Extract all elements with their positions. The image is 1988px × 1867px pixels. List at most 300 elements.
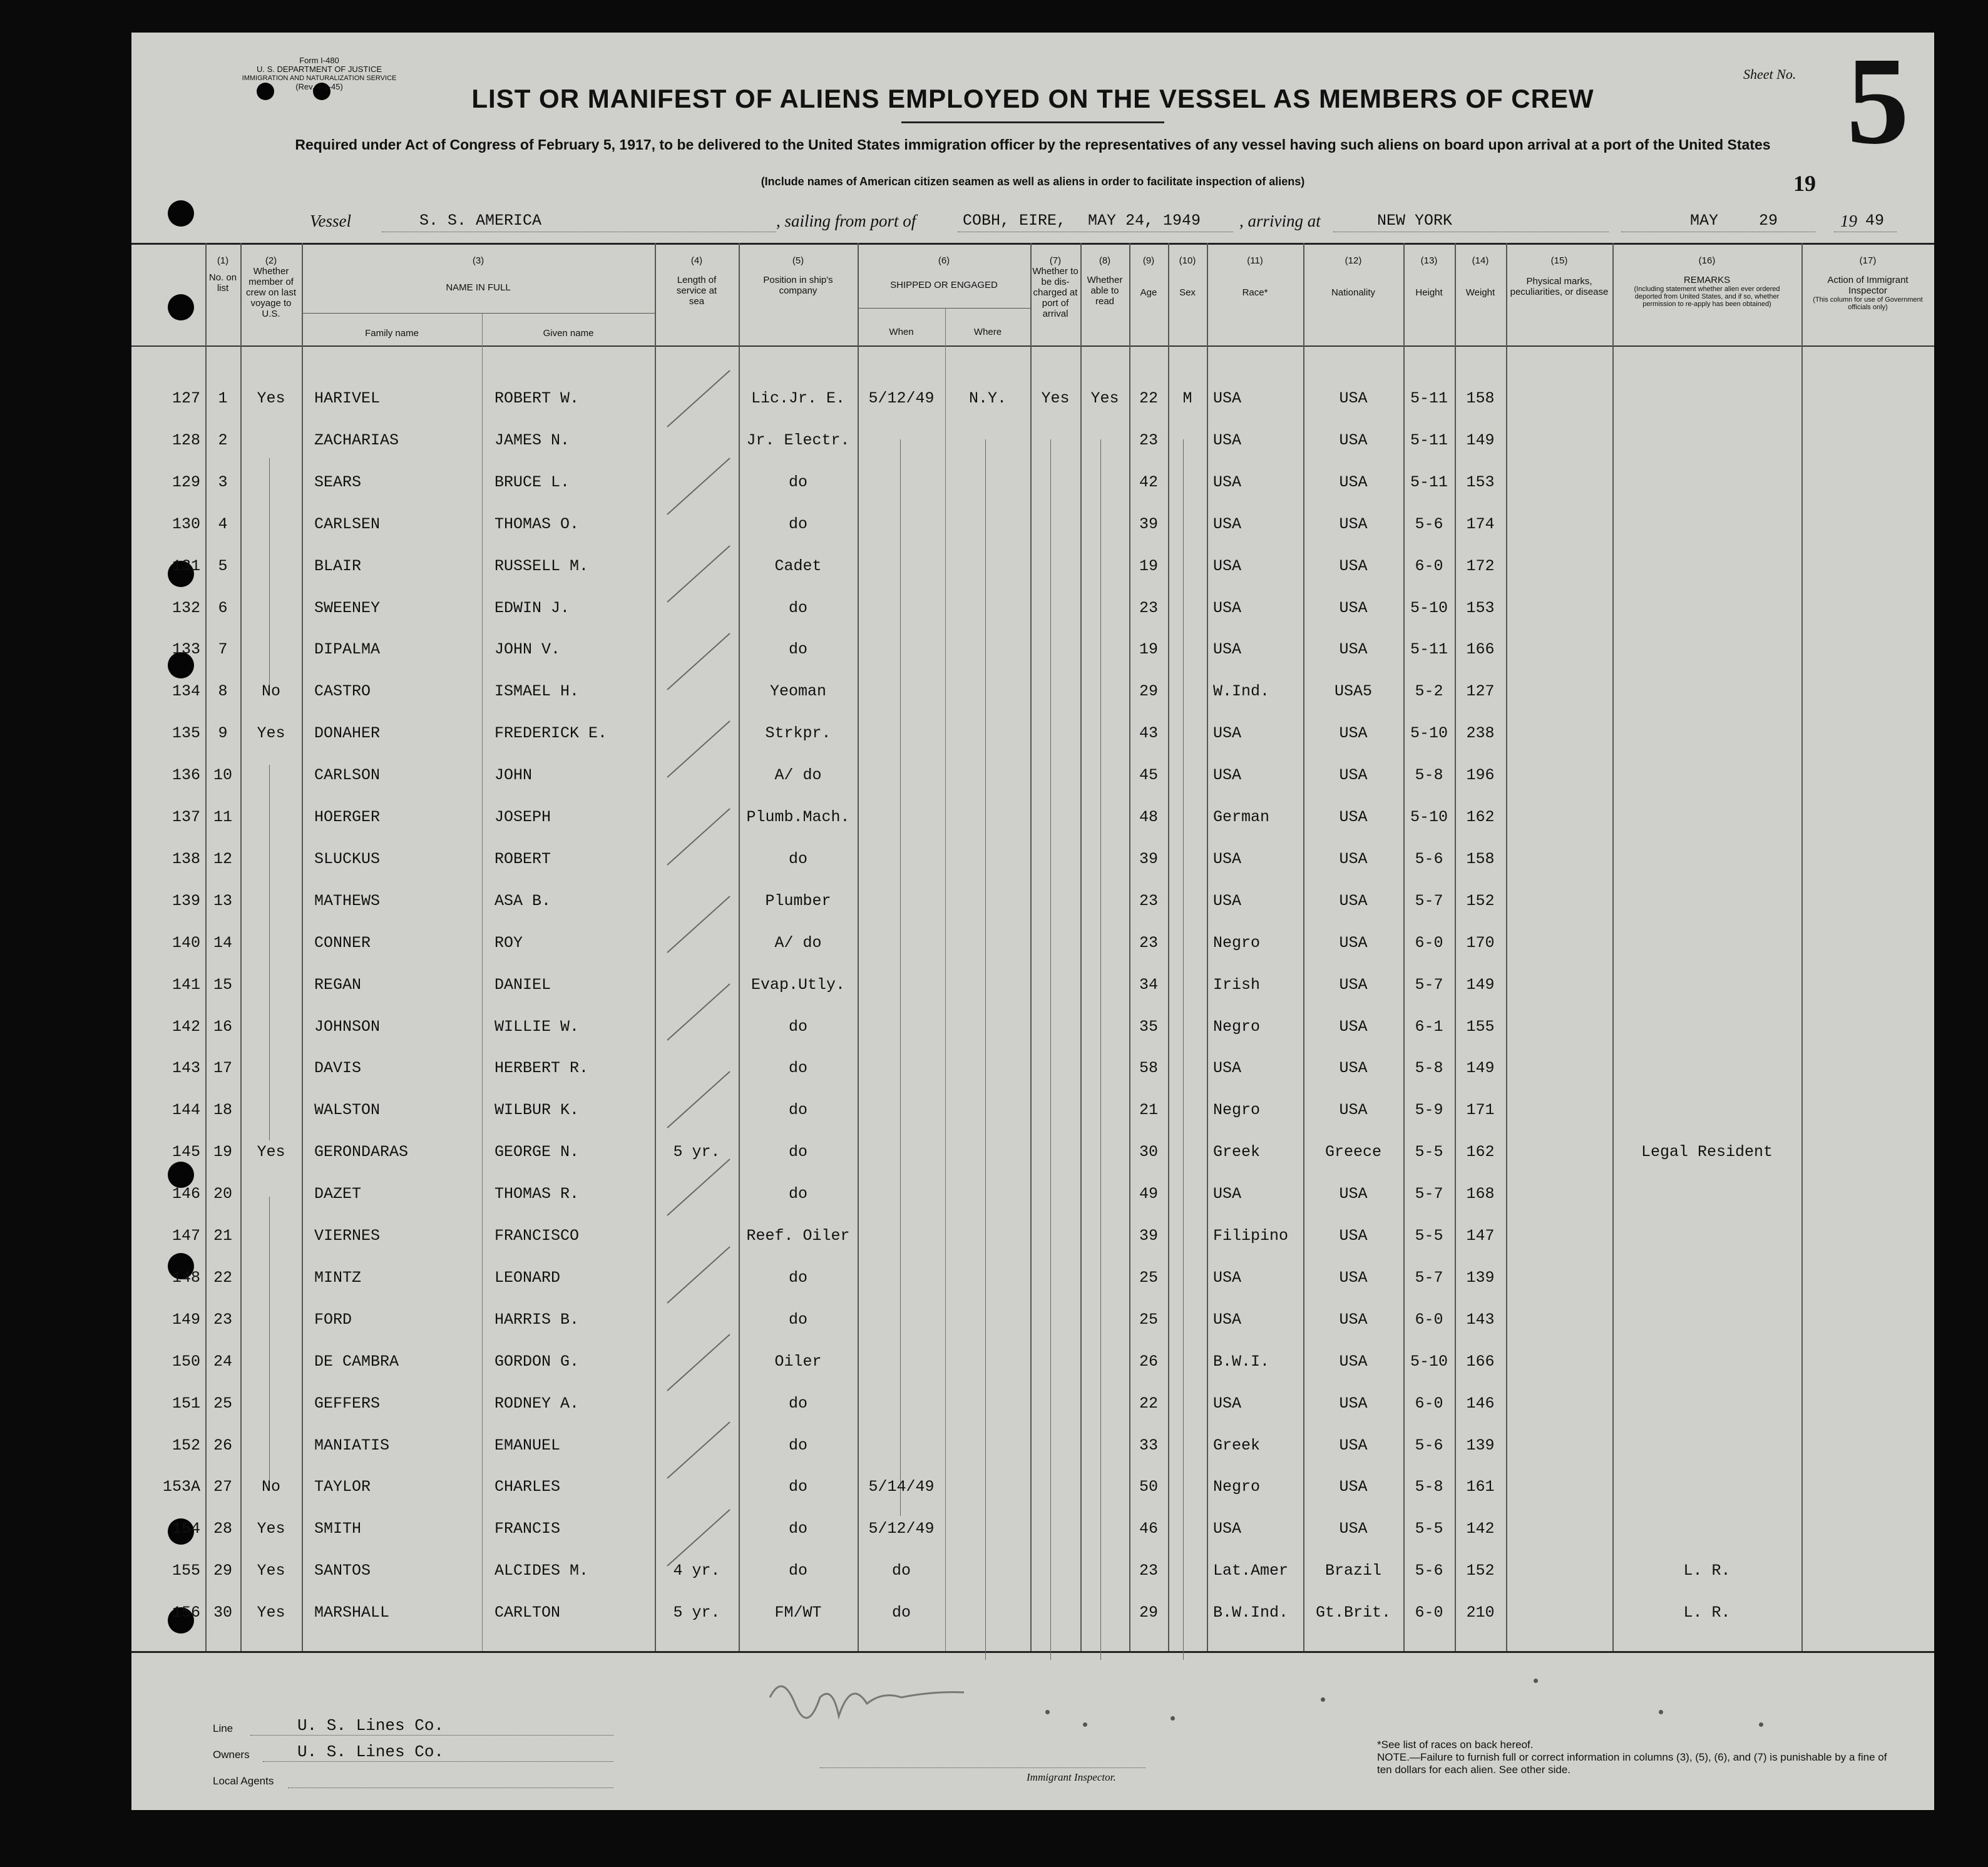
cell-height: 5-5	[1415, 1143, 1443, 1162]
col-title: REMARKS	[1683, 275, 1731, 285]
crew-row	[131, 1297, 1934, 1338]
cell-position: Plumb.Mach.	[746, 808, 850, 826]
cell-height: 6-0	[1415, 933, 1443, 952]
col-head-family: Family name	[365, 328, 419, 339]
cell-position: do	[788, 473, 807, 491]
cell-when: 5/14/49	[868, 1478, 935, 1496]
cell-weight: 152	[1466, 1562, 1495, 1580]
cell-race: USA	[1213, 1310, 1242, 1329]
cell-family: CARLSON	[314, 766, 381, 785]
cell-ref: 131	[172, 556, 200, 575]
crew-row	[131, 962, 1934, 1003]
col-head-name	[302, 255, 655, 293]
col-no-label: (1)	[217, 255, 229, 266]
cell-weight: 149	[1466, 975, 1495, 994]
cell-age: 45	[1139, 766, 1158, 785]
col-title: Race*	[1242, 287, 1268, 298]
cell-position: do	[788, 1143, 807, 1162]
cell-position: do	[788, 1185, 807, 1204]
cell-position: do	[788, 1059, 807, 1078]
cell-no: 11	[213, 808, 232, 826]
cell-ref: 152	[172, 1436, 200, 1455]
cell-family: MARSHALL	[314, 1604, 390, 1622]
cell-no: 22	[213, 1268, 232, 1287]
cell-height: 5-7	[1415, 1185, 1443, 1204]
crew-row	[131, 1129, 1934, 1170]
cell-height: 6-0	[1415, 556, 1443, 575]
cell-race: Negro	[1213, 1101, 1261, 1120]
cell-given: ALCIDES M.	[494, 1562, 589, 1580]
crew-row	[131, 1548, 1934, 1589]
cell-height: 5-11	[1410, 431, 1448, 449]
cell-given: BRUCE L.	[494, 473, 570, 491]
cell-age: 19	[1139, 640, 1158, 659]
cell-given: THOMAS R.	[494, 1185, 580, 1204]
cell-no: 30	[213, 1604, 232, 1622]
cell-height: 6-0	[1415, 1310, 1443, 1329]
crew-row	[131, 627, 1934, 668]
cell-weight: 162	[1466, 1143, 1495, 1162]
cell-age: 49	[1139, 1185, 1158, 1204]
col-head-service	[655, 255, 739, 307]
cell-when: do	[891, 1562, 911, 1580]
cell-weight: 139	[1466, 1268, 1495, 1287]
cell-service: 5 yr.	[673, 1143, 720, 1162]
cell-height: 6-0	[1415, 1394, 1443, 1413]
crew-row	[131, 710, 1934, 752]
cell-race: USA	[1213, 473, 1242, 491]
cell-family: MATHEWS	[314, 891, 381, 910]
cell-position: Strkpr.	[765, 724, 831, 743]
footer-note	[1377, 1739, 1890, 1776]
cell-race: USA	[1213, 556, 1242, 575]
crew-row	[131, 1087, 1934, 1128]
year-prefix: 19	[1793, 171, 1816, 196]
name-subhead-rule	[302, 313, 655, 314]
col-title: Action of Immigrant Inspector	[1827, 275, 1909, 296]
crew-row	[131, 1381, 1934, 1422]
cell-ref: 134	[172, 682, 200, 701]
cell-prev: Yes	[257, 1143, 285, 1162]
col-title: Position in ship's company	[763, 275, 833, 296]
cell-given: ROBERT	[494, 849, 551, 868]
cell-family: CONNER	[314, 933, 371, 952]
crew-row	[131, 1213, 1934, 1254]
cell-position: do	[788, 1394, 807, 1413]
speckle	[1759, 1722, 1763, 1727]
cell-weight: 149	[1466, 1059, 1495, 1078]
cell-nat: USA	[1339, 891, 1368, 910]
cell-no: 18	[213, 1101, 232, 1120]
races-note: *See list of races on back hereof.	[1377, 1739, 1534, 1751]
col-no-label: (12)	[1345, 255, 1362, 266]
cell-no: 6	[218, 598, 228, 617]
col-title: Sex	[1179, 287, 1196, 298]
cell-given: HARRIS B.	[494, 1310, 580, 1329]
cell-age: 29	[1139, 682, 1158, 701]
col-no-label: (6)	[938, 255, 950, 266]
cell-nat: Gt.Brit.	[1315, 1604, 1391, 1622]
cell-ref: 142	[172, 1017, 200, 1036]
cell-nat: USA	[1339, 808, 1368, 826]
col-head-nationality	[1303, 255, 1403, 298]
col-title: Height	[1415, 287, 1443, 298]
cell-ref: 127	[172, 389, 200, 407]
col-title: Weight	[1465, 287, 1495, 298]
cell-family: DIPALMA	[314, 640, 381, 659]
cell-given: ASA B.	[494, 891, 551, 910]
cell-no: 2	[218, 431, 228, 449]
cell-no: 13	[213, 891, 232, 910]
cell-height: 5-11	[1410, 473, 1448, 491]
cell-ref: 128	[172, 431, 200, 449]
cell-age: 34	[1139, 975, 1158, 994]
cell-age: 19	[1139, 556, 1158, 575]
cell-position: do	[788, 1478, 807, 1496]
cell-height: 5-10	[1410, 598, 1448, 617]
cell-age: 48	[1139, 808, 1158, 826]
col-no-label: (9)	[1142, 255, 1155, 266]
cell-weight: 210	[1466, 1604, 1495, 1622]
col-title: NAME IN FULL	[446, 282, 511, 293]
form-service: IMMIGRATION AND NATURALIZATION SERVICE	[242, 74, 397, 82]
col-head-shipped	[858, 255, 1030, 290]
cell-given: FRANCISCO	[494, 1227, 580, 1245]
col-no-label: (17)	[1859, 255, 1877, 266]
crew-row	[131, 1004, 1934, 1045]
col-head-prev-voyage	[240, 255, 302, 319]
cell-family: HOERGER	[314, 808, 381, 826]
col-no-label: (14)	[1472, 255, 1489, 266]
cell-weight: 172	[1466, 556, 1495, 575]
cell-no: 12	[213, 849, 232, 868]
col-no-label: (16)	[1698, 255, 1716, 266]
cell-age: 43	[1139, 724, 1158, 743]
cell-no: 14	[213, 933, 232, 952]
cell-nat: USA	[1339, 389, 1368, 407]
cell-no: 25	[213, 1394, 232, 1413]
cell-race: USA	[1213, 1059, 1242, 1078]
cell-nat: USA	[1339, 766, 1368, 785]
cell-given: JOHN V.	[494, 640, 561, 659]
speckle	[1083, 1722, 1087, 1727]
cell-race: USA	[1213, 598, 1242, 617]
cell-nat: USA	[1339, 1101, 1368, 1120]
cell-position: do	[788, 514, 807, 533]
col-title: No. on list	[208, 272, 237, 294]
cell-height: 5-11	[1410, 389, 1448, 407]
col-head-discharged	[1030, 255, 1080, 319]
cell-nat: USA	[1339, 431, 1368, 449]
cell-nat: USA	[1339, 1520, 1368, 1538]
cell-no: 29	[213, 1562, 232, 1580]
cell-height: 5-9	[1415, 1101, 1443, 1120]
cell-ref: 149	[172, 1310, 200, 1329]
cell-weight: 174	[1466, 514, 1495, 533]
cell-no: 1	[218, 389, 228, 407]
cell-ref: 153A	[162, 1478, 200, 1496]
col-no-label: (4)	[690, 255, 703, 266]
cell-no: 4	[218, 514, 228, 533]
cell-weight: 127	[1466, 682, 1495, 701]
cell-family: BLAIR	[314, 556, 362, 575]
cell-height: 5-6	[1415, 1436, 1443, 1455]
col-no-label: (2)	[265, 255, 277, 266]
cell-given: RUSSELL M.	[494, 556, 589, 575]
cell-ref: 144	[172, 1101, 200, 1120]
col-title: SHIPPED OR ENGAGED	[890, 280, 998, 290]
speckle	[1171, 1716, 1175, 1721]
col-head-remarks	[1612, 255, 1801, 308]
cell-weight: 166	[1466, 1352, 1495, 1371]
cell-ref: 150	[172, 1352, 200, 1371]
cell-nat: USA	[1339, 1352, 1368, 1371]
cell-sex: M	[1182, 389, 1192, 407]
cell-where: N.Y.	[968, 389, 1007, 407]
cell-given: HERBERT R.	[494, 1059, 589, 1078]
crew-row	[131, 1045, 1934, 1087]
arriving-month: MAY	[1690, 212, 1719, 230]
cell-position: Oiler	[774, 1352, 822, 1371]
cell-race: USA	[1213, 766, 1242, 785]
cell-given: JOSEPH	[494, 808, 551, 826]
cell-family: JOHNSON	[314, 1017, 381, 1036]
cell-position: do	[788, 598, 807, 617]
cell-no: 23	[213, 1310, 232, 1329]
cell-age: 42	[1139, 473, 1158, 491]
cell-age: 39	[1139, 849, 1158, 868]
cell-nat: USA	[1339, 514, 1368, 533]
cell-given: EDWIN J.	[494, 598, 570, 617]
cell-age: 29	[1139, 1604, 1158, 1622]
cell-prev: Yes	[257, 1520, 285, 1538]
col-head-sex	[1168, 255, 1207, 298]
sheet-number: 5	[1847, 32, 1909, 170]
manifest-sheet	[131, 33, 1934, 1810]
vessel-name: S. S. AMERICA	[419, 212, 542, 230]
cell-race: USA	[1213, 389, 1242, 407]
cell-nat: USA	[1339, 473, 1368, 491]
cell-weight: 153	[1466, 473, 1495, 491]
cell-position: do	[788, 1268, 807, 1287]
crew-row	[131, 920, 1934, 961]
cell-weight: 238	[1466, 724, 1495, 743]
cell-position: do	[788, 849, 807, 868]
cell-ref: 130	[172, 514, 200, 533]
crew-row	[131, 878, 1934, 919]
cell-age: 23	[1139, 891, 1158, 910]
cell-discharged: Yes	[1041, 389, 1070, 407]
owners-value: U. S. Lines Co.	[297, 1742, 444, 1761]
cell-given: CARLTON	[494, 1604, 561, 1622]
cell-no: 21	[213, 1227, 232, 1245]
vessel-label: Vessel	[310, 212, 351, 230]
cell-family: DONAHER	[314, 724, 381, 743]
cell-ref: 141	[172, 975, 200, 994]
crew-row	[131, 585, 1934, 627]
crew-row	[131, 417, 1934, 459]
cell-no: 28	[213, 1520, 232, 1538]
cell-family: DAVIS	[314, 1059, 362, 1078]
cell-position: do	[788, 1436, 807, 1455]
col-no-label: (7)	[1049, 255, 1062, 266]
cell-nat: USA	[1339, 1017, 1368, 1036]
cell-given: WILBUR K.	[494, 1101, 580, 1120]
speckle	[1534, 1679, 1538, 1683]
cell-race: Negro	[1213, 1017, 1261, 1036]
col-title: Physical marks, peculiarities, or disease	[1510, 276, 1609, 297]
cell-ref: 139	[172, 891, 200, 910]
cell-nat: USA	[1339, 1059, 1368, 1078]
cell-no: 19	[213, 1143, 232, 1162]
col-head-height	[1403, 255, 1455, 298]
cell-age: 58	[1139, 1059, 1158, 1078]
cell-height: 5-7	[1415, 1268, 1443, 1287]
crew-row	[131, 1506, 1934, 1547]
speckle	[1045, 1710, 1050, 1714]
cell-position: Lic.Jr. E.	[751, 389, 846, 407]
cell-ref: 151	[172, 1394, 200, 1413]
cell-family: CARLSEN	[314, 514, 381, 533]
cell-height: 5-11	[1410, 640, 1448, 659]
inspector-signature-line	[820, 1767, 1145, 1768]
cell-age: 50	[1139, 1478, 1158, 1496]
form-revision: (Rev. 4-1-45)	[295, 82, 343, 91]
cell-nat: USA	[1339, 598, 1368, 617]
arriving-year: 49	[1865, 212, 1885, 230]
cell-age: 39	[1139, 1227, 1158, 1245]
cell-weight: 170	[1466, 933, 1495, 952]
crew-row	[131, 794, 1934, 836]
cell-prev: Yes	[257, 389, 285, 407]
cell-weight: 143	[1466, 1310, 1495, 1329]
cell-no: 5	[218, 556, 228, 575]
cell-age: 22	[1139, 389, 1158, 407]
cell-age: 23	[1139, 1562, 1158, 1580]
cell-ref: 137	[172, 808, 200, 826]
cell-height: 5-8	[1415, 1059, 1443, 1078]
cell-height: 5-6	[1415, 849, 1443, 868]
cell-weight: 196	[1466, 766, 1495, 785]
cell-ref: 155	[172, 1562, 200, 1580]
cell-height: 5-7	[1415, 891, 1443, 910]
col-head-marks	[1506, 255, 1612, 297]
cell-nat: USA	[1339, 1478, 1368, 1496]
col-head-when: When	[889, 327, 914, 337]
cell-nat: USA	[1339, 849, 1368, 868]
cell-position: Cadet	[774, 556, 822, 575]
cell-family: FORD	[314, 1310, 352, 1329]
cell-position: do	[788, 1310, 807, 1329]
line-label: Line	[213, 1722, 233, 1734]
crew-row	[131, 1423, 1934, 1464]
cell-weight: 161	[1466, 1478, 1495, 1496]
col-no-label: (5)	[792, 255, 804, 266]
col-title: Nationality	[1331, 287, 1376, 298]
cell-weight: 153	[1466, 598, 1495, 617]
cell-weight: 158	[1466, 389, 1495, 407]
cell-given: DANIEL	[494, 975, 551, 994]
form-subtitle: Required under Act of Congress of February 5, 1917, to be delivered to the United States immigration officer by the representatives of any vessel having such aliens on board upon arrival at a port of the United States	[295, 136, 1771, 153]
cell-no: 10	[213, 766, 232, 785]
line-value: U. S. Lines Co.	[297, 1716, 444, 1735]
cell-ref: 145	[172, 1143, 200, 1162]
cell-nat: USA	[1339, 556, 1368, 575]
cell-height: 6-0	[1415, 1604, 1443, 1622]
cell-prev: Yes	[257, 724, 285, 743]
col-title: Whether able to read	[1087, 275, 1123, 307]
col-no-label: (10)	[1179, 255, 1196, 266]
crew-row	[131, 668, 1934, 710]
cell-age: 23	[1139, 933, 1158, 952]
cell-ref: 156	[172, 1604, 200, 1622]
table-top-rule	[131, 243, 1934, 245]
cell-age: 22	[1139, 1394, 1158, 1413]
cell-race: Lat.Amer	[1213, 1562, 1289, 1580]
cell-weight: 166	[1466, 640, 1495, 659]
cell-ref: 143	[172, 1059, 200, 1078]
sailing-label: , sailing from port of	[776, 212, 916, 230]
col-no-label: (15)	[1550, 255, 1568, 266]
cell-family: GEFFERS	[314, 1394, 381, 1413]
cell-family: CASTRO	[314, 682, 371, 701]
inspector-label: Immigrant Inspector.	[1027, 1771, 1116, 1783]
sheet-number-label: Sheet No.	[1743, 66, 1796, 82]
header-bottom-rule	[131, 345, 1934, 347]
cell-given: GEORGE N.	[494, 1143, 580, 1162]
crew-row	[131, 1464, 1934, 1505]
col-head-where: Where	[973, 327, 1002, 337]
cell-service: 4 yr.	[673, 1562, 720, 1580]
cell-position: Jr. Electr.	[746, 431, 850, 449]
col-no-label: (11)	[1247, 255, 1263, 266]
shipped-subhead-rule	[858, 308, 1030, 309]
cell-position: do	[788, 1101, 807, 1120]
owners-underline	[263, 1761, 613, 1762]
cell-weight: 146	[1466, 1394, 1495, 1413]
cell-weight: 162	[1466, 808, 1495, 826]
cell-race: USA	[1213, 1185, 1242, 1204]
punch-hole	[168, 200, 194, 227]
cell-nat: USA	[1339, 1394, 1368, 1413]
cell-height: 5-5	[1415, 1520, 1443, 1538]
cell-race: USA	[1213, 514, 1242, 533]
cell-nat: Greece	[1324, 1143, 1381, 1162]
cell-weight: 142	[1466, 1520, 1495, 1538]
cell-age: 25	[1139, 1268, 1158, 1287]
cell-ref: 138	[172, 849, 200, 868]
cell-no: 24	[213, 1352, 232, 1371]
cell-age: 21	[1139, 1101, 1158, 1120]
cell-prev: No	[261, 682, 280, 701]
cell-given: EMANUEL	[494, 1436, 561, 1455]
cell-given: THOMAS O.	[494, 514, 580, 533]
cell-given: JOHN	[494, 766, 533, 785]
speckle	[1659, 1710, 1663, 1714]
cell-nat: USA	[1339, 1268, 1368, 1287]
cell-family: REGAN	[314, 975, 362, 994]
cell-nat: USA5	[1334, 682, 1372, 701]
inspector-signature	[757, 1660, 970, 1735]
cell-height: 5-2	[1415, 682, 1443, 701]
col-title: Length of service at sea	[676, 275, 717, 307]
cell-height: 6-1	[1415, 1017, 1443, 1036]
cell-no: 26	[213, 1436, 232, 1455]
cell-age: 46	[1139, 1520, 1158, 1538]
cell-age: 26	[1139, 1352, 1158, 1371]
cell-given: ISMAEL H.	[494, 682, 580, 701]
cell-remarks: Legal Resident	[1641, 1143, 1773, 1162]
